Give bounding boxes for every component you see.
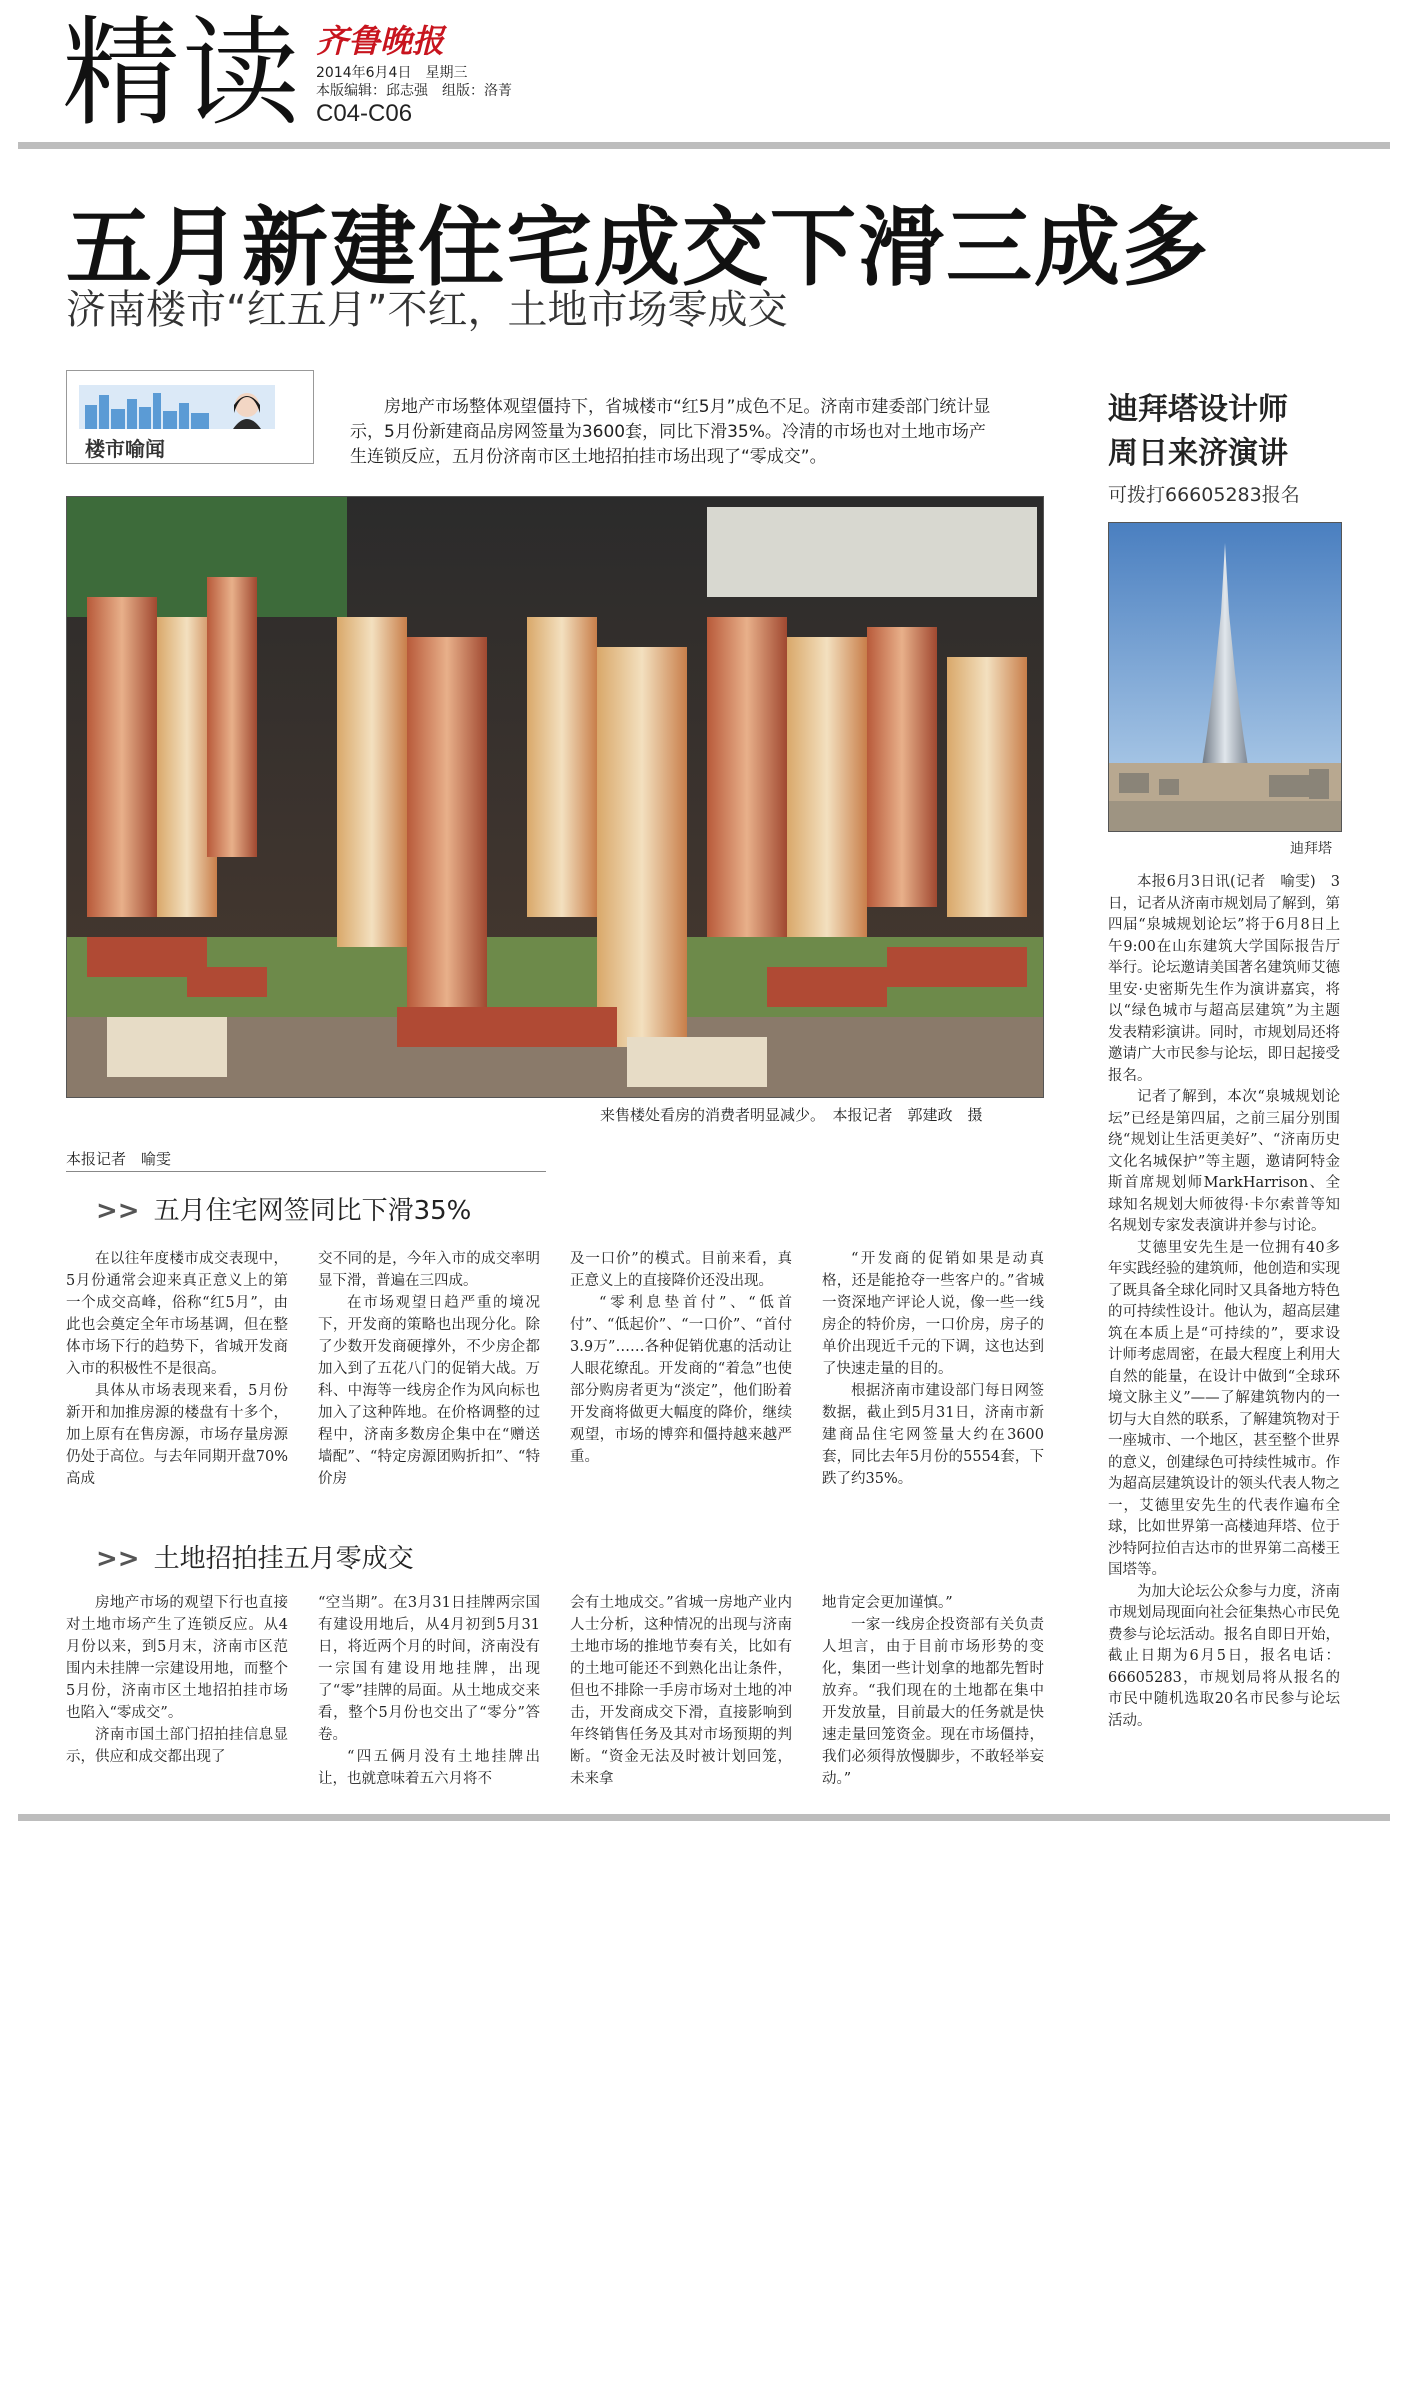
column-name: 楼市喻闻 — [85, 437, 165, 461]
paragraph: 根据济南市建设部门每日网签数据，截止到5月31日，济南市新建商品住宅网签量大约在3600套，同比去年5月份的5554套，下跌了约35%。 — [822, 1383, 1044, 1487]
byline: 本报记者 喻雯 — [66, 1150, 172, 1168]
top-divider — [18, 142, 1390, 149]
paragraph: “零利息垫首付”、“低首付”、“低起价”、“一口价”、“首付3.9万”……各种促销优惠的活动让人眼花缭乱。开发商的“着急”也使部分购房者更为“淡定”，他们盼着开发商将做更大幅度的降价，继续观望，市场的博弈和僵持越来越严重。 — [570, 1295, 792, 1465]
photo-caption: 来售楼处看房的消费者明显减少。 本报记者 郭建政 摄 — [600, 1106, 983, 1124]
city-skyline-icon — [79, 385, 275, 429]
main-headline: 五月新建住宅成交下滑三成多 — [66, 198, 1210, 298]
paragraph: 为加大论坛公众参与力度，济南市规划局现面向社会征集热心市民免费参与论坛活动。报名自即日开始，截止日期为6月5日，报名电话：66605283，市规划局将从报名的市民中随机选取20名市民参与论坛活动。 — [1108, 1583, 1340, 1729]
section-arrow-icon: >> — [96, 1196, 140, 1226]
column-badge — [66, 370, 314, 464]
paragraph: 地肯定会更加谨慎。” — [822, 1595, 953, 1611]
section2-column-4 — [822, 1592, 1044, 1790]
paragraph: “四五俩月没有土地挂牌出让，也就意味着五六月将不 — [318, 1749, 540, 1787]
paragraph: 本报6月3日讯(记者 喻雯) 3日，记者从济南市规划局了解到，第四届“泉城规划论坛”将于6月8日上午9:00在山东建筑大学国际报告厅举行。论坛邀请美国著名建筑师艾德里安·史密斯先生作为演讲嘉宾，将以“绿色城市与超高层建筑”为主题发表精彩演讲。同时，市规划局还将邀请广大市民参与论坛，即日起接受报名。 — [1108, 874, 1340, 1084]
newspaper-logo: 齐鲁晚报 — [316, 22, 445, 60]
sidebar-subtitle: 可拨打66605283报名 — [1108, 484, 1300, 506]
paragraph: 在以往年度楼市成交表现中，5月份通常会迎来真正意义上的第一个成交高峰，俗称“红5月”，由此也会奠定全年市场基调，但在整体市场下行的趋势下，省城开发商入市的积极性不是很高。 — [66, 1251, 288, 1377]
section-arrow-icon: >> — [96, 1544, 140, 1574]
paragraph: 在市场观望日趋严重的境况下，开发商的策略也出现分化。除了少数开发商硬撑外，不少房企都加入到了五花八门的促销大战。万科、中海等一线房企作为风向标也加入了这种阵地。在价格调整的过程中，济南多数房企集中在“赠送墙配”、“特定房源团购折扣”、“特价房 — [318, 1295, 540, 1487]
section1-title: 五月住宅网签同比下滑35% — [153, 1196, 472, 1226]
lead-paragraph: 房地产市场整体观望僵持下，省城楼市“红5月”成色不足。济南市建委部门统计显示，5月份新建商品房网签量为3600套，同比下滑35%。冷清的市场也对土地市场产生连锁反应，五月份济南市区土地招拍挂市场出现了“零成交”。 — [350, 397, 991, 467]
sidebar-title-line2: 周日来济演讲 — [1108, 436, 1288, 471]
sidebar-article — [1108, 872, 1340, 1732]
byline-divider — [66, 1171, 546, 1172]
section2-title: 土地招拍挂五月零成交 — [153, 1544, 414, 1574]
section2-column-2 — [318, 1592, 540, 1790]
paragraph: “空当期”。在3月31日挂牌两宗国有建设用地后，从4月初到5月31日，将近两个月的时间，济南没有一宗国有建设用地挂牌，出现了“零”挂牌的局面。从土地成交来看，整个5月份也交出了“零分”答卷。 — [318, 1595, 540, 1743]
paragraph: 记者了解到，本次“泉城规划论坛”已经是第四届，之前三届分别围绕“规划让生活更美好”、“济南历史文化名城保护”等主题，邀请阿特金斯首席规划师MarkHarrison、全球知名规划大师彼得·卡尔索普等知名规划专家发表演讲并参与讨论。 — [1108, 1089, 1340, 1234]
paragraph: 及一口价”的模式。目前来看，真正意义上的直接降价还没出现。 — [570, 1251, 792, 1289]
section1-column-4 — [822, 1248, 1044, 1490]
section1-column-3 — [570, 1248, 792, 1468]
paragraph: 一家一线房企投资部有关负责人坦言，由于目前市场形势的变化，集团一些计划拿的地都先暂时放弃。“我们现在的土地都在集中开发放量，目前最大的任务就是快速走量回笼资金。现在市场僵持，我们必须得放慢脚步，不敢轻举妄动。” — [822, 1617, 1044, 1787]
issue-date: 2014年6月4日 星期三 — [316, 65, 468, 81]
sidebar-title-line1: 迪拜塔设计师 — [1108, 392, 1288, 427]
burj-khalifa-photo — [1108, 522, 1342, 832]
housing-model-photo — [66, 496, 1044, 1098]
sidebar-photo-caption: 迪拜塔 — [1290, 841, 1332, 857]
paragraph: 艾德里安先生是一位拥有40多年实践经验的建筑师，他创造和实现了既具备全球化同时又具备地方特色的可持续性设计。他认为，超高层建筑在本质上是“可持续的”，要求设计师考虑周密，在最大程度上利用大自然的能量，在设计中做到“全球环境文脉主义”——了解建筑物内的一切与大自然的联系，了解建筑物对于一座城市、一个地区，甚至整个世界的意义，创建绿色可持续性城市。作为超高层建筑设计的领头代表人物之一，艾德里安先生的代表作遍布全球，比如世界第一高楼迪拜塔、位于沙特阿拉伯吉达市的世界第二高楼王国塔等。 — [1108, 1239, 1340, 1578]
section2-column-3 — [570, 1592, 792, 1790]
bottom-divider — [18, 1814, 1390, 1821]
paragraph: 交不同的是，今年入市的成交率明显下滑，普遍在三四成。 — [318, 1251, 540, 1289]
section2-heading — [96, 1538, 414, 1575]
paragraph: 房地产市场的观望下行也直接对土地市场产生了连锁反应。从4月份以来，到5月末，济南市区范围内未挂牌一宗建设用地，而整个5月份，济南市区土地招拍挂市场也陷入“零成交”。 — [66, 1595, 288, 1721]
paragraph: 济南市国土部门招拍挂信息显示，供应和成交都出现了 — [66, 1727, 288, 1765]
paragraph: 会有土地成交。”省城一房地产业内人士分析，这种情况的出现与济南土地市场的推地节奏有关，比如有的土地可能还不到熟化出让条件，但也不排除一手房市场对土地的冲击，开发商成交下滑，直接影响到年终销售任务及其对市场预期的判断。“资金无法及时被计划回笼，未来拿 — [570, 1595, 792, 1787]
section1-column-2 — [318, 1248, 540, 1490]
section2-column-1 — [66, 1592, 288, 1768]
page-range: C04-C06 — [316, 100, 413, 127]
sub-headline: 济南楼市“红五月”不红，土地市场零成交 — [66, 287, 788, 333]
paragraph: “开发商的促销如果是动真格，还是能抢夺一些客户的。”省城一资深地产评论人说，像一些一线房企的特价房，一口价房，房子的单价出现近千元的下调，这也达到了快速走量的目的。 — [822, 1251, 1044, 1377]
section-title: 精读 — [62, 4, 303, 142]
section1-heading — [96, 1190, 471, 1227]
section1-column-1 — [66, 1248, 288, 1490]
paragraph: 具体从市场表现来看，5月份新开和加推房源的楼盘有十多个，加上原有在售房源，市场存量房源仍处于高位。与去年同期开盘70%高成 — [66, 1383, 288, 1487]
editor-credits: 本版编辑：邱志强 组版：洛菁 — [316, 83, 512, 99]
